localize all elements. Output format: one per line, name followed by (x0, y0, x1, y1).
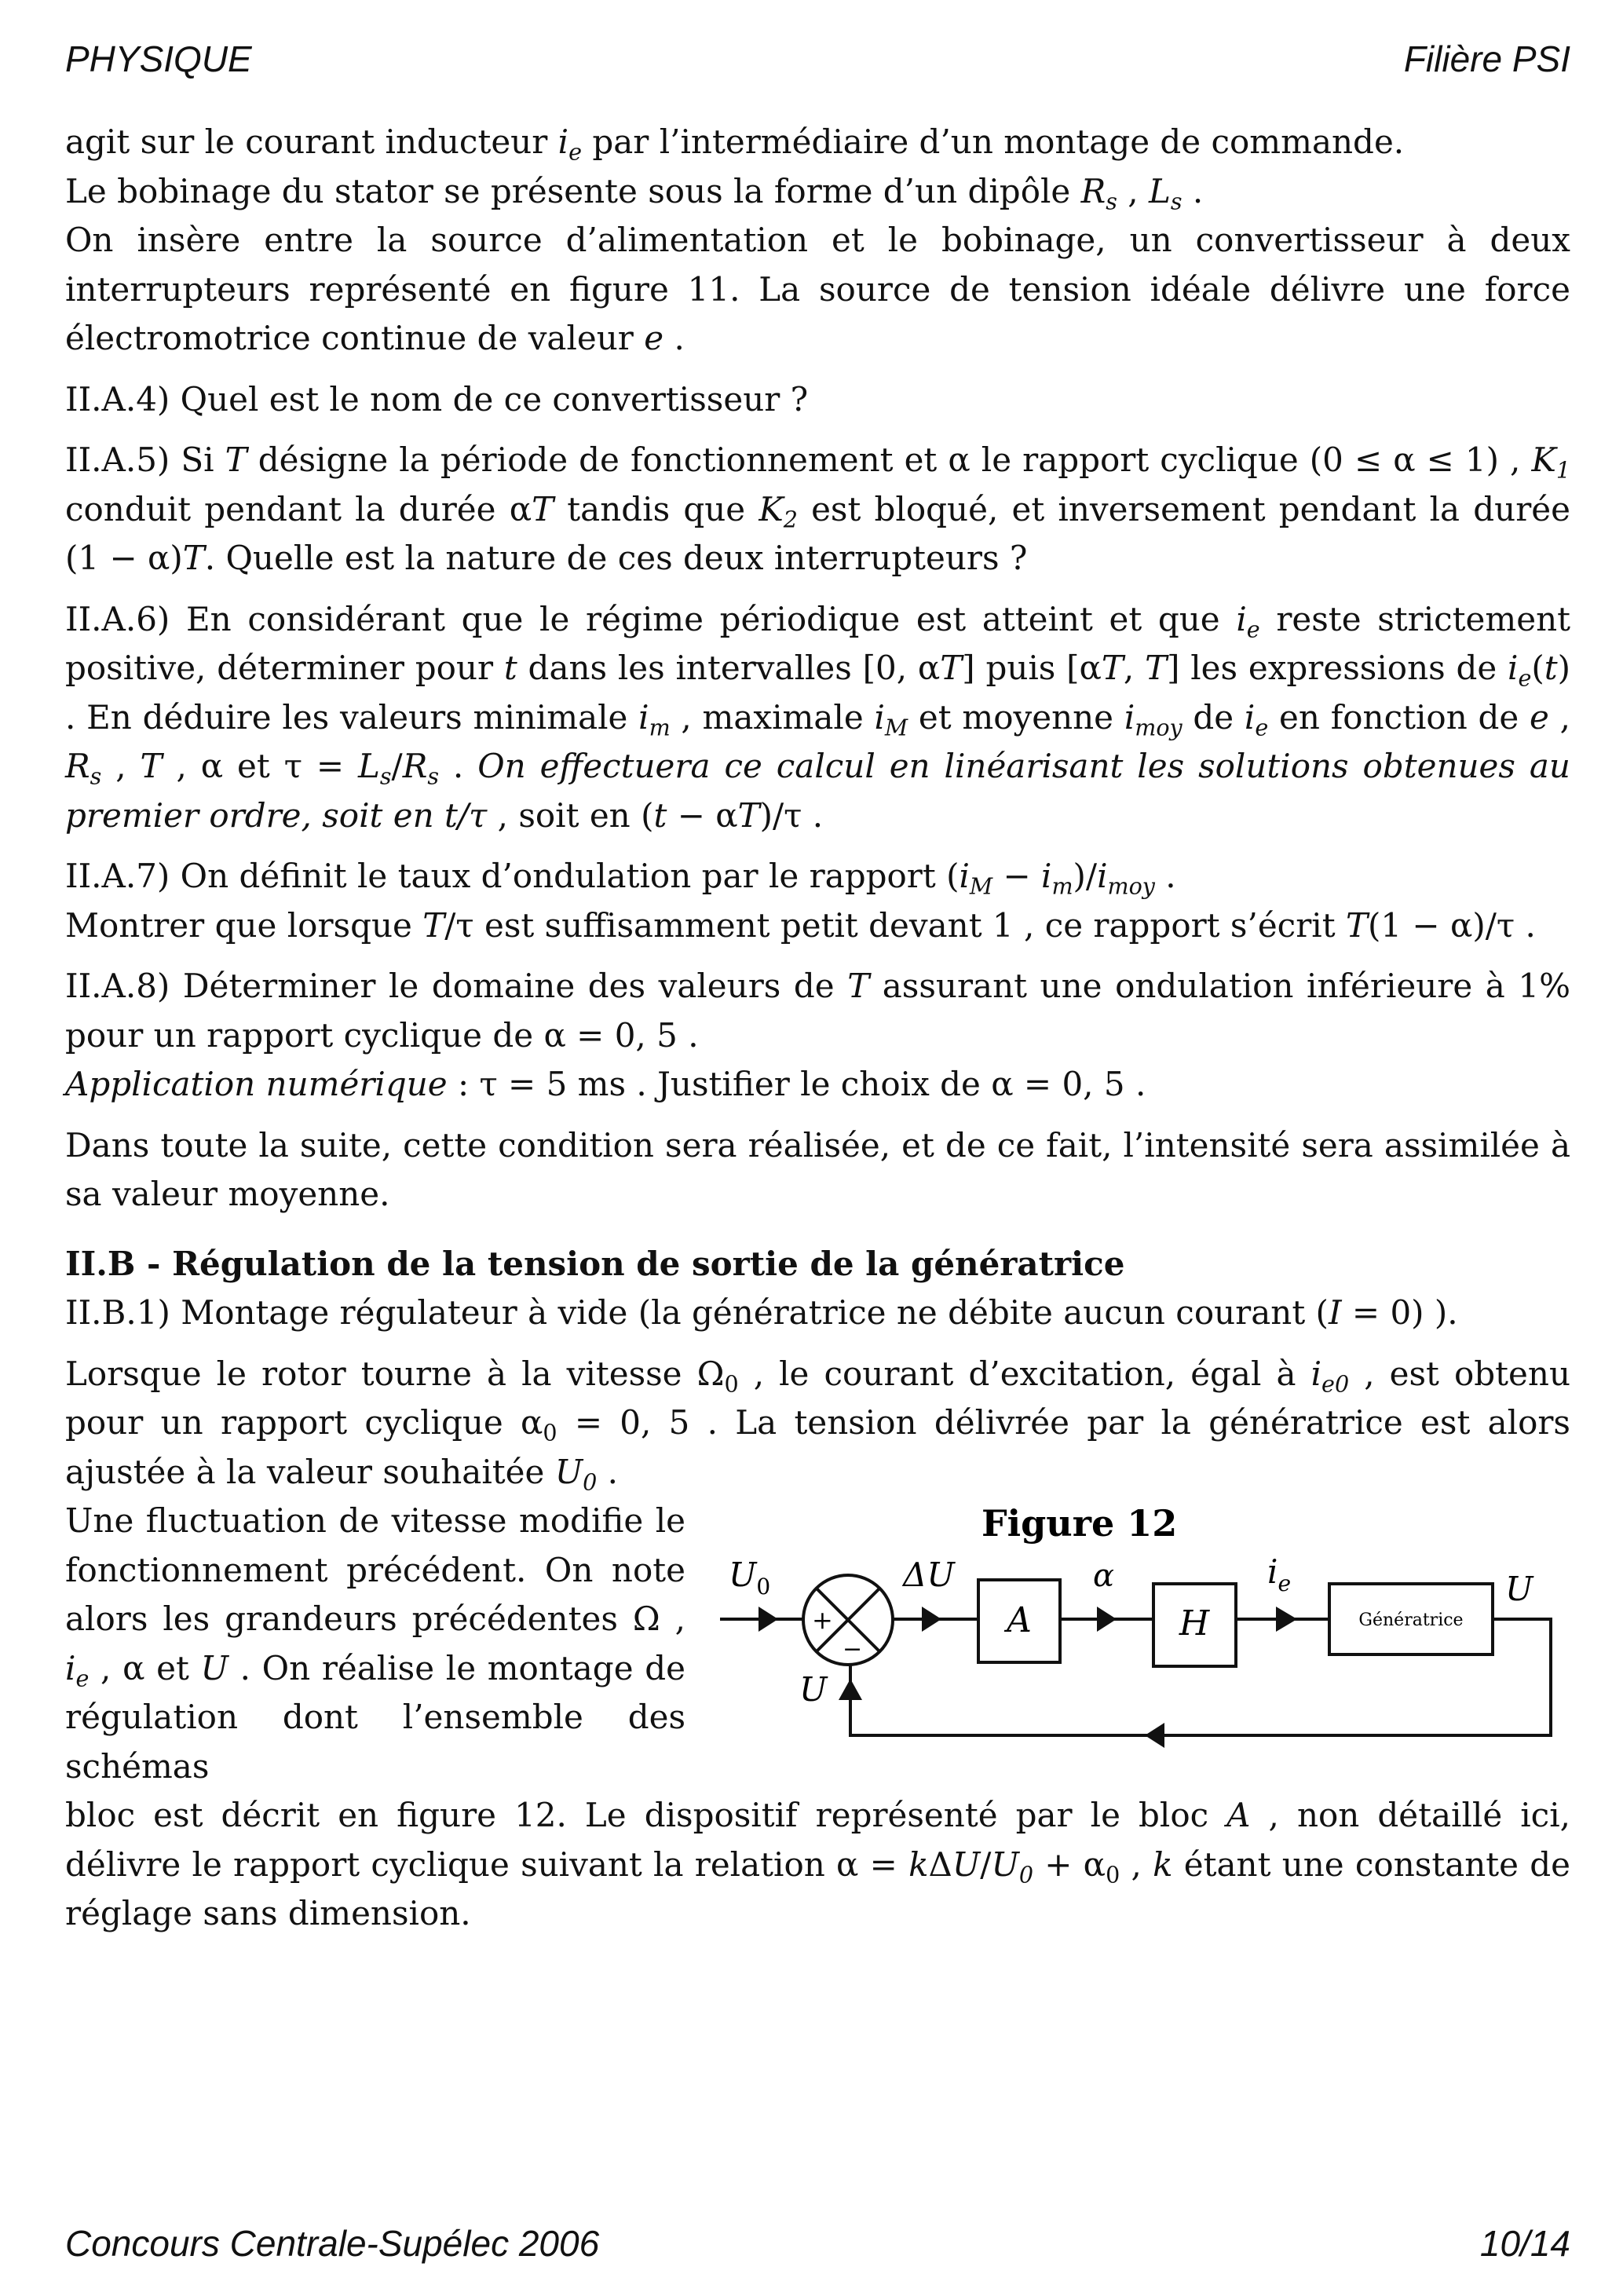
math-subscript: e0 (1321, 1370, 1350, 1398)
math-symbol: T (1101, 649, 1124, 687)
math-subscript: M (884, 714, 908, 741)
math-symbol: R (1080, 171, 1106, 210)
math-symbol: e (1530, 697, 1549, 737)
math-subscript: 2 (783, 506, 798, 533)
text-run: : τ = 5 ms . Justifier le choix de α = 0, 5 . (447, 1065, 1146, 1103)
math-symbol: I (1328, 1293, 1342, 1332)
math-subscript: s (1106, 188, 1117, 215)
math-symbol: i (1236, 599, 1247, 638)
block-h-label: H (1179, 1603, 1210, 1643)
text-run: , (1117, 171, 1149, 210)
math-symbol: e (644, 319, 664, 357)
text-run: . Quelle est la nature de ces deux interrupteurs ? (204, 539, 1028, 577)
alpha-label: α (1093, 1558, 1115, 1594)
footer-exam: Concours Centrale-Supélec 2006 (65, 2223, 600, 2264)
text-run: , (1548, 697, 1570, 737)
paragraph (65, 962, 1570, 1060)
math-symbol: i (65, 1648, 76, 1687)
math-symbol: i (638, 697, 649, 737)
text-run: Dans toute la suite, cette condition sera réalisée, et de ce fait, l’intensité sera assimilée à sa valeur moyenne. (65, 1125, 1570, 1213)
math-symbol: k (908, 1844, 929, 1884)
math-subscript: s (1170, 188, 1183, 215)
text-run: reste strictement positive, déterminer pour (65, 599, 1571, 687)
page-footer (65, 2191, 1570, 2265)
math-subscript: s (427, 762, 439, 790)
text-run: assurant une ondulation inférieure à 1% pour un rapport cyclique de α = 0, 5 . (65, 967, 1571, 1055)
math-symbol: T (140, 747, 163, 785)
text-run: / (391, 747, 403, 785)
text-run: . (1154, 857, 1176, 895)
text-run: étant une constante de réglage sans dimension. (65, 1844, 1570, 1932)
text-run: , non détaillé ici, délivre le rapport cyclique suivant la relation α = (65, 1796, 1570, 1884)
math-subscript: e (1246, 616, 1260, 643)
arrow-icon (839, 1679, 862, 1700)
math-subscript: m (649, 714, 671, 741)
paragraph (65, 852, 1570, 901)
math-subscript: e (568, 138, 583, 166)
text-run: Lorsque le rotor tourne à la vitesse Ω (65, 1354, 725, 1393)
math-symbol: T (225, 441, 247, 479)
text-with-figure-row (65, 1497, 1570, 1791)
math-symbol: R (65, 747, 90, 785)
paragraph (65, 436, 1570, 583)
math-symbol: t (653, 795, 667, 835)
page-header (65, 38, 1570, 80)
math-symbol: A (1226, 1796, 1251, 1834)
text-run: (1 − α)/τ . (1367, 905, 1536, 945)
figure-12-block-diagram (707, 1497, 1570, 1767)
text-run: tandis que (554, 489, 759, 528)
math-subscript: e (1255, 714, 1269, 741)
math-symbol: k (1153, 1844, 1173, 1884)
plus-sign: + (812, 1605, 833, 1635)
paragraph (65, 1350, 1570, 1497)
math-symbol: i (1097, 857, 1108, 895)
text-run: ) . En déduire les valeurs minimale (65, 649, 1571, 737)
text-run: , (1120, 1844, 1153, 1884)
math-symbol: T (940, 649, 963, 687)
math-subscript: m (1051, 872, 1073, 900)
math-symbol: T (847, 967, 870, 1005)
ie-label: $i_e$ (1267, 1552, 1292, 1596)
math-subscript: 0 (583, 1468, 598, 1496)
text-run: est bloqué, et inversement pendant la durée (1 − α) (65, 489, 1570, 577)
math-symbol: L (358, 747, 380, 785)
math-symbol: K (758, 489, 784, 528)
text-run: , α et (89, 1648, 201, 1687)
text-run: , (101, 747, 141, 785)
text-run: Le bobinage du stator se présente sous la forme d’un dipôle (65, 171, 1081, 210)
math-symbol: R (402, 747, 428, 785)
text-run: . (597, 1452, 618, 1491)
text-run: ( (1531, 649, 1544, 687)
text-run: = 0) ). (1341, 1293, 1458, 1332)
paragraph (65, 216, 1570, 364)
math-subscript: s (90, 762, 102, 790)
math-symbol: T (532, 489, 554, 528)
math-symbol: T (737, 795, 760, 835)
arrow-icon (758, 1607, 778, 1632)
paragraph (65, 1121, 1570, 1219)
text-run: )/ (1073, 857, 1098, 895)
text-run: ] puis [α (962, 649, 1102, 687)
math-subscript: moy (1107, 872, 1155, 900)
emphasis-text: On effectuera ce calcul en linéarisant les solutions obtenues au premier ordre, soit en t/τ (65, 747, 1570, 835)
text-run: II.A.4) Quel est le nom de ce convertisseur ? (65, 379, 809, 419)
feedback-label: U (799, 1670, 828, 1709)
footer-page-number: 10/14 (1479, 2223, 1570, 2264)
text-run: II.A.6) En considérant que le régime périodique est atteint et que (65, 599, 1237, 638)
text-run: , maximale (670, 697, 875, 737)
text-run: . (1182, 171, 1204, 210)
text-run: , α et τ = (162, 747, 358, 785)
math-symbol: L (1148, 171, 1171, 210)
text-run: II.B.1) Montage régulateur à vide (la génératrice ne débite aucun courant ( (65, 1293, 1329, 1332)
arrow-icon (1276, 1607, 1297, 1632)
text-run: / (980, 1844, 992, 1884)
paragraph (65, 167, 1570, 217)
text-run: par l’intermédiaire d’un montage de commande. (582, 122, 1405, 161)
header-subject: PHYSIQUE (65, 38, 252, 79)
math-symbol: i (1244, 697, 1256, 737)
math-symbol: T (182, 539, 205, 577)
math-subscript: 0 (724, 1370, 739, 1398)
text-run: , (1123, 649, 1146, 687)
math-subscript: e (75, 1665, 90, 1692)
paragraph (65, 1497, 685, 1791)
figure-title: Figure 12 (981, 1502, 1178, 1545)
paragraph (65, 118, 1570, 167)
math-symbol: i (959, 857, 970, 895)
text-run: agit sur le courant inducteur (65, 122, 558, 161)
text-run: On insère entre la source d’alimentation et le bobinage, un convertisseur à deux interrupteurs représenté en figure 11. La source de tension idéale délivre une force électromotrice continue de valeur (65, 221, 1570, 357)
paragraph (65, 1791, 1570, 1939)
text-run: , le courant d’excitation, égal à (738, 1354, 1311, 1393)
text-run: , soit en ( (487, 795, 654, 835)
input-label: $U_0$ (729, 1556, 771, 1600)
paragraph (65, 901, 1570, 951)
document-body (65, 118, 1570, 1939)
text-run: et moyenne (908, 697, 1124, 737)
paragraph (65, 1060, 1570, 1110)
text-run: Une fluctuation de vitesse modifie le fonctionnement précédent. On note alors les grandeurs précédentes Ω , (65, 1501, 685, 1638)
text-run: . On réalise le montage de régulation dont l’ensemble des schémas (65, 1648, 685, 1786)
paragraph (65, 595, 1570, 841)
text-run: + α (1033, 1844, 1106, 1884)
paragraph (65, 375, 1570, 425)
text-run: − (992, 857, 1042, 895)
text-run: de (1182, 697, 1245, 737)
math-subscript: 0 (543, 1419, 557, 1446)
section-heading (65, 1240, 1570, 1289)
output-label: U (1505, 1570, 1533, 1608)
text-run: II.A.5) Si (65, 441, 225, 479)
text-run: . (438, 747, 478, 785)
text-run: Montrer que lorsque (65, 905, 423, 945)
math-symbol: T (1345, 905, 1368, 945)
math-symbol: U (200, 1648, 228, 1687)
text-run: conduit pendant la durée α (65, 489, 532, 528)
math-symbol: U (991, 1844, 1019, 1884)
math-subscript: M (969, 872, 993, 900)
math-subscript: moy (1135, 714, 1183, 741)
minus-sign: − (843, 1636, 863, 1663)
text-run: II.A.8) Déterminer le domaine des valeurs de (65, 967, 848, 1005)
text-run: dans les intervalles [0, α (517, 649, 941, 687)
text-run: bloc est décrit en figure 12. Le dispositif représenté par le bloc (65, 1796, 1227, 1834)
math-subscript: s (379, 762, 392, 790)
text-run: − α (667, 795, 738, 835)
math-symbol: T (1145, 649, 1168, 687)
math-symbol: K (1531, 441, 1556, 479)
text-run: , est obtenu pour un rapport cyclique α (65, 1354, 1570, 1442)
math-symbol: i (557, 122, 569, 161)
text-run: = 0, 5 . La tension délivrée par la génératrice est alors ajustée à la valeur souhaitée (65, 1403, 1570, 1491)
math-symbol: U (952, 1844, 981, 1884)
text-run: II.A.7) On définit le taux d’ondulation par le rapport ( (65, 857, 960, 895)
text-run: II.B - Régulation de la tension de sortie de la génératrice (65, 1244, 1125, 1283)
text-run: . (663, 319, 685, 357)
math-symbol: U (554, 1452, 583, 1491)
math-symbol: i (1310, 1354, 1322, 1393)
math-symbol: t (1544, 649, 1558, 687)
emphasis-text: Application numérique (65, 1065, 448, 1103)
math-symbol: i (1041, 857, 1052, 895)
text-run: )/τ . (759, 795, 824, 835)
error-label: ΔU (903, 1556, 955, 1594)
math-subscript: 0 (1106, 1861, 1120, 1888)
math-symbol: i (1508, 649, 1519, 687)
text-run: Δ (928, 1844, 952, 1884)
arrow-icon (1145, 1723, 1164, 1748)
math-subscript: 0 (1018, 1861, 1034, 1888)
text-run: désigne la période de fonctionnement et α le rapport cyclique (0 ≤ α ≤ 1) , (247, 441, 1532, 479)
block-generatrice-label: Génératrice (1358, 1610, 1464, 1630)
text-run: en fonction de (1268, 697, 1530, 737)
block-a-label: A (1007, 1600, 1032, 1640)
paragraph (65, 1289, 1570, 1338)
arrow-icon (922, 1607, 941, 1632)
header-track: Filière PSI (1403, 38, 1570, 79)
arrow-icon (1097, 1607, 1117, 1632)
text-run: /τ est suffisamment petit devant 1 , ce rapport s’écrit (444, 905, 1346, 945)
math-symbol: i (874, 697, 885, 737)
math-subscript: 1 (1555, 456, 1570, 484)
text-run: ] les expressions de (1167, 649, 1508, 687)
math-symbol: T (422, 905, 445, 945)
math-symbol: t (503, 649, 517, 687)
math-subscript: e (1518, 664, 1532, 692)
math-symbol: i (1124, 697, 1135, 737)
